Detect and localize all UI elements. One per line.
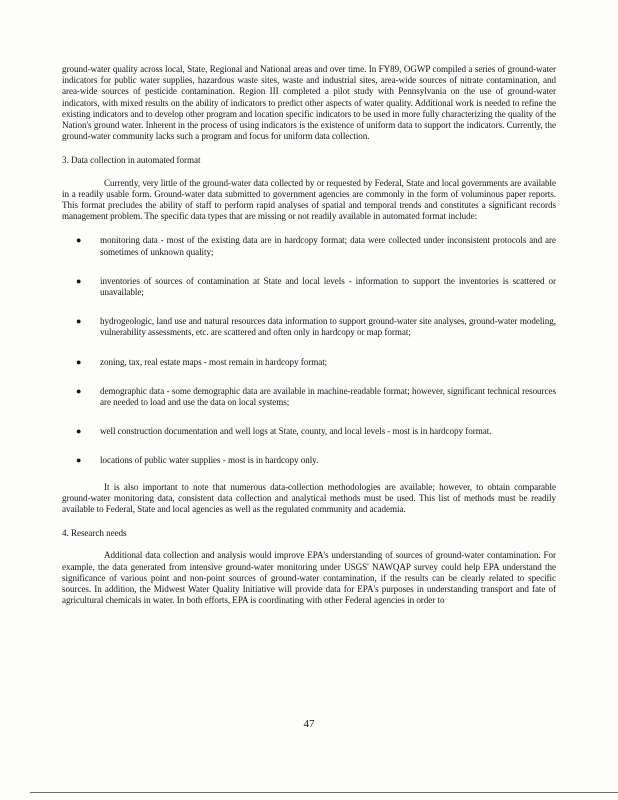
- section-3-heading: 3. Data collection in automated format: [62, 155, 201, 166]
- list-item-text: monitoring data - most of the existing data are in hardcopy format; data were collected under inconsistent protocols and are sometimes of unknown quality;: [100, 235, 556, 257]
- bullet-icon: ●: [76, 426, 82, 437]
- intro-paragraph: ground-water quality across local, State, Regional and National areas and over time. In FY89, OGWP compiled a series of ground-water indicators for public water supplies, hazardous waste sites, waste and industrial sites, area-wide sources of nitrate contamination, and area-wide sources of pesticide contamination. Region III completed a pilot study with Pennsylvania on the use of ground-water indicators, with mixed results on the ability of indicators to predict other aspects of water quality. Additional work is needed to refine the existing indicators and to develop other program and location specific indicators to be used in more fully characterizing the quality of the Nation's ground water. Inherent in the process of using indicators is the existence of uniform data to support the indicators. Currently, the ground-water community lacks such a program and focus for uniform data collection.: [62, 64, 556, 142]
- list-item: [62, 386, 556, 408]
- list-item: [62, 357, 556, 368]
- section-4-heading: 4. Research needs: [62, 528, 127, 539]
- bullet-icon: ●: [76, 316, 82, 327]
- page-content: [62, 64, 556, 607]
- data-types-list: [62, 235, 556, 466]
- list-item: [62, 235, 556, 257]
- list-item-text: well construction documentation and well logs at State, county, and local levels - most is in hardcopy format.: [100, 426, 492, 437]
- list-item: [62, 455, 556, 466]
- section-4-paragraph: Additional data collection and analysis would improve EPA's understanding of sources of ground-water contamination. For example, the data generated from intensive ground-water monitoring under USGS' NAWQAP survey could help EPA understand the significance of various point and non-point sources of ground-water contamination, if the results can be clearly related to specific sources. In addition, the Midwest Water Quality Initiative will provide data for EPA's purposes in understanding transport and fate of agricultural chemicals in water. In both efforts, EPA is coordinating with other Federal agencies in order to: [62, 550, 556, 606]
- list-item-text: hydrogeologic, land use and natural resources data information to support ground-water site analyses, ground-water modeling, vulnerability assessments, etc. are scattered and often only in hardcopy or map format;: [100, 316, 556, 338]
- bullet-icon: ●: [76, 385, 82, 396]
- bullet-icon: ●: [76, 455, 82, 466]
- section-3-paragraph: Currently, very little of the ground-water data collected by or requested by Federal, State and local governments are available in a readily usable form. Ground-water data submitted to government agencies are commonly in the form of voluminous paper reports. This format precludes the ability of staff to perform rapid analyses of spatial and temporal trends and constitutes a significant records management problem. The specific data types that are missing or not readily available in automated format include:: [62, 177, 556, 222]
- page-number: 47: [303, 718, 315, 730]
- list-item: [62, 426, 556, 437]
- list-item: [62, 276, 556, 298]
- list-item-text: inventories of sources of contamination at State and local levels - information to support the inventories is scattered or unavailable;: [100, 275, 556, 298]
- list-item: [62, 316, 556, 338]
- scan-edge-line: [30, 792, 618, 793]
- bullet-icon: ●: [76, 275, 82, 286]
- section-3-closing-paragraph: It is also important to note that numerous data-collection methodologies are available; however, to obtain comparable ground-water monitoring data, consistent data collection and analytical methods must be used. This list of methods must be readily available to Federal, State and local agencies as well as the regulated community and academia.: [62, 481, 556, 515]
- list-item-text: zoning, tax, real estate maps - most remain in hardcopy format;: [100, 356, 328, 367]
- bullet-icon: ●: [76, 235, 82, 246]
- bullet-icon: ●: [76, 356, 82, 367]
- list-item-text: locations of public water supplies - most is in hardcopy only.: [100, 455, 319, 466]
- list-item-text: demographic data - some demographic data are available in machine-readable format; however, significant technical resources are needed to load and use the data on local systems;: [100, 385, 556, 408]
